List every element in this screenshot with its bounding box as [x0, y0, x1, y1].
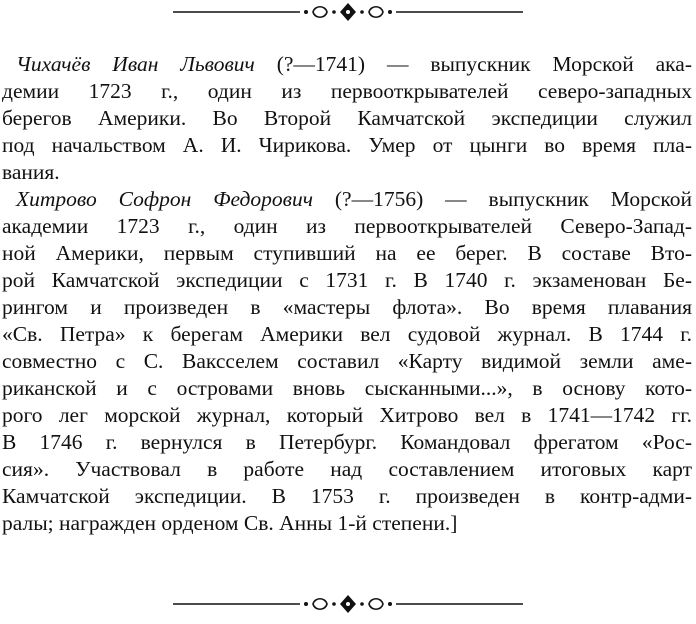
entry-line: «Св. Петра» к берегам Америки вел судовой журнал. В 1744 г.: [2, 322, 692, 346]
entry-line: риканской и с островами вновь сысканными...», в основу кото-: [2, 376, 692, 400]
entry-line: совместно с С. Ваксселем составил «Карту видимой земли аме-: [2, 349, 692, 373]
entry-line: рой Камчатской экспедиции с 1731 г. В 1740 г. экзаменован Бе-: [2, 268, 692, 292]
entry-line: берегов Америки. Во Второй Камчатской экспедиции служил: [2, 106, 692, 130]
entry-line: Чихачёв Иван Львович (?—1741) — выпускник Морской ака-: [16, 52, 692, 76]
biography-text: [2, 51, 692, 537]
entry-line: сия». Участвовал в работе над составлением итоговых карт: [2, 457, 692, 481]
entry-line: под начальством А. И. Чирикова. Умер от цынги во время пла-: [2, 133, 692, 157]
entry-line: Камчатской экспедиции. В 1753 г. произведен в контр-адми-: [2, 484, 692, 508]
entry-line: Хитрово Софрон Федорович (?—1756) — выпускник Морской: [16, 187, 692, 211]
entry-line: вания.: [2, 160, 60, 184]
entry-line: рингом и произведен в «мастеры флота». Во время плавания: [2, 295, 692, 319]
entry-line: рого лег морской журнал, который Хитрово вел в 1741—1742 гг.: [2, 403, 692, 427]
entry-line: академии 1723 г., один из первооткрывателей Северо-Запад-: [2, 214, 692, 238]
entry-line: В 1746 г. вернулся в Петербург. Командовал фрегатом «Рос-: [2, 430, 692, 454]
entry-line: ной Америки, первым ступивший на ее берег. В составе Вто-: [2, 241, 692, 265]
person-name: Чихачёв Иван Львович: [16, 52, 255, 76]
bottom-ornamental-divider: [0, 594, 696, 614]
top-ornamental-divider: [0, 2, 696, 22]
entry-line: ралы; награжден орденом Св. Анны 1-й степени.]: [2, 511, 458, 535]
person-name: Хитрово Софрон Федорович: [16, 187, 313, 211]
entry-line: демии 1723 г., один из первооткрывателей северо-западных: [2, 79, 692, 103]
